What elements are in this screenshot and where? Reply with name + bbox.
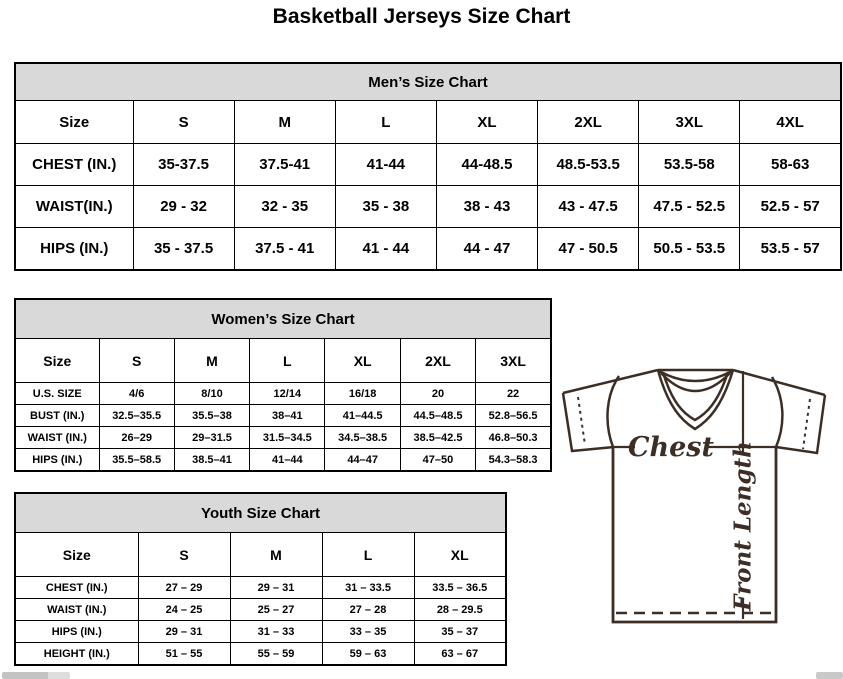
size-column-header: L [322,533,414,577]
size-column-header: M [234,101,335,144]
data-cell: 25 – 27 [230,599,322,621]
data-cell: 12/14 [250,383,325,405]
row-label: CHEST (IN.) [15,577,138,599]
data-cell: 63 – 67 [414,643,506,666]
jersey-left-sleeve-hem-dashes [578,397,585,445]
data-cell: 29 – 31 [230,577,322,599]
table-row [15,186,841,228]
data-cell: 51 – 55 [138,643,230,666]
data-cell: 29 - 32 [133,186,234,228]
data-cell: 32 - 35 [234,186,335,228]
womens-table-title: Women’s Size Chart [15,299,551,339]
table-row [15,405,551,427]
data-cell: 52.5 - 57 [740,186,841,228]
data-cell: 29 – 31 [138,621,230,643]
mens-size-header-row [15,101,841,144]
data-cell: 38.5–42.5 [400,427,475,449]
data-cell: 53.5-58 [639,144,740,186]
horizontal-scrollbar-thumb[interactable] [2,672,70,679]
mens-size-table [14,62,842,271]
table-row [15,383,551,405]
row-label: CHEST (IN.) [15,144,133,186]
size-column-header: S [133,101,234,144]
data-cell: 35.5–38 [174,405,249,427]
data-cell: 41 - 44 [335,228,436,271]
data-cell: 44-48.5 [436,144,537,186]
womens-size-table [14,298,552,472]
size-column-header: M [230,533,322,577]
data-cell: 44.5–48.5 [400,405,475,427]
data-cell: 38.5–41 [174,449,249,472]
data-cell: 47.5 - 52.5 [639,186,740,228]
data-cell: 27 – 28 [322,599,414,621]
jersey-left-seam [607,376,619,447]
jersey-left-shoulder [563,370,658,393]
size-column-header: XL [414,533,506,577]
table-row [15,643,506,666]
table-row [15,144,841,186]
data-cell: 35 - 37.5 [133,228,234,271]
size-column-header: XL [436,101,537,144]
data-cell: 29–31.5 [174,427,249,449]
data-cell: 41–44 [250,449,325,472]
mens-table-header-band [15,63,841,101]
data-cell: 37.5 - 41 [234,228,335,271]
jersey-right-sleeve [776,395,825,453]
data-cell: 44 - 47 [436,228,537,271]
chest-label: Chest [628,432,714,463]
data-cell: 26–29 [99,427,174,449]
data-cell: 38–41 [250,405,325,427]
data-cell: 52.8–56.5 [476,405,551,427]
row-label: U.S. SIZE [15,383,99,405]
jersey-diagram [558,363,830,631]
size-label-cell: Size [15,533,138,577]
page-title: Basketball Jerseys Size Chart [272,5,571,28]
youth-table-title: Youth Size Chart [15,493,506,533]
size-label-cell: Size [15,101,133,144]
row-label: HIPS (IN.) [15,228,133,271]
jersey-vneck-inner [663,372,728,420]
data-cell: 4/6 [99,383,174,405]
jersey-right-sleeve-hem-dashes [803,399,810,449]
data-cell: 59 – 63 [322,643,414,666]
data-cell: 22 [476,383,551,405]
size-column-header: 4XL [740,101,841,144]
table-row [15,599,506,621]
size-column-header: S [99,339,174,383]
size-column-header: 3XL [639,101,740,144]
youth-size-table [14,492,507,666]
data-cell: 31.5–34.5 [250,427,325,449]
youth-table-header-band [15,493,506,533]
data-cell: 48.5-53.5 [538,144,639,186]
data-cell: 43 - 47.5 [538,186,639,228]
data-cell: 35.5–58.5 [99,449,174,472]
data-cell: 47–50 [400,449,475,472]
data-cell: 33.5 – 36.5 [414,577,506,599]
data-cell: 37.5-41 [234,144,335,186]
data-cell: 24 – 25 [138,599,230,621]
size-column-header: S [138,533,230,577]
row-label: BUST (IN.) [15,405,99,427]
table-row [15,449,551,472]
jersey-left-sleeve [563,393,614,451]
size-column-header: 2XL [538,101,639,144]
table-row [15,577,506,599]
data-cell: 53.5 - 57 [740,228,841,271]
row-label: WAIST(IN.) [15,186,133,228]
table-row [15,228,841,271]
data-cell: 34.5–38.5 [325,427,400,449]
data-cell: 8/10 [174,383,249,405]
table-row [15,621,506,643]
data-cell: 54.3–58.3 [476,449,551,472]
data-cell: 16/18 [325,383,400,405]
data-cell: 44–47 [325,449,400,472]
size-column-header: 2XL [400,339,475,383]
data-cell: 35 - 38 [335,186,436,228]
data-cell: 27 – 29 [138,577,230,599]
data-cell: 35-37.5 [133,144,234,186]
data-cell: 35 – 37 [414,621,506,643]
front-length-label: Front Length [729,441,757,611]
row-label: HIPS (IN.) [15,621,138,643]
womens-size-header-row [15,339,551,383]
row-label: WAIST (IN.) [15,599,138,621]
size-column-header: 3XL [476,339,551,383]
data-cell: 38 - 43 [436,186,537,228]
row-label: WAIST (IN.) [15,427,99,449]
table-row [15,427,551,449]
data-cell: 50.5 - 53.5 [639,228,740,271]
data-cell: 28 – 29.5 [414,599,506,621]
jersey-right-seam [772,377,782,447]
data-cell: 33 – 35 [322,621,414,643]
data-cell: 31 – 33 [230,621,322,643]
data-cell: 47 - 50.5 [538,228,639,271]
size-label-cell: Size [15,339,99,383]
scrollbar-corner [816,672,843,679]
mens-table-title: Men’s Size Chart [15,63,841,101]
size-column-header: XL [325,339,400,383]
womens-table-header-band [15,299,551,339]
data-cell: 20 [400,383,475,405]
data-cell: 41-44 [335,144,436,186]
data-cell: 41–44.5 [325,405,400,427]
row-label: HIPS (IN.) [15,449,99,472]
youth-size-header-row [15,533,506,577]
row-label: HEIGHT (IN.) [15,643,138,666]
size-column-header: M [174,339,249,383]
data-cell: 31 – 33.5 [322,577,414,599]
data-cell: 58-63 [740,144,841,186]
size-column-header: L [250,339,325,383]
data-cell: 46.8–50.3 [476,427,551,449]
data-cell: 32.5–35.5 [99,405,174,427]
data-cell: 55 – 59 [230,643,322,666]
size-column-header: L [335,101,436,144]
